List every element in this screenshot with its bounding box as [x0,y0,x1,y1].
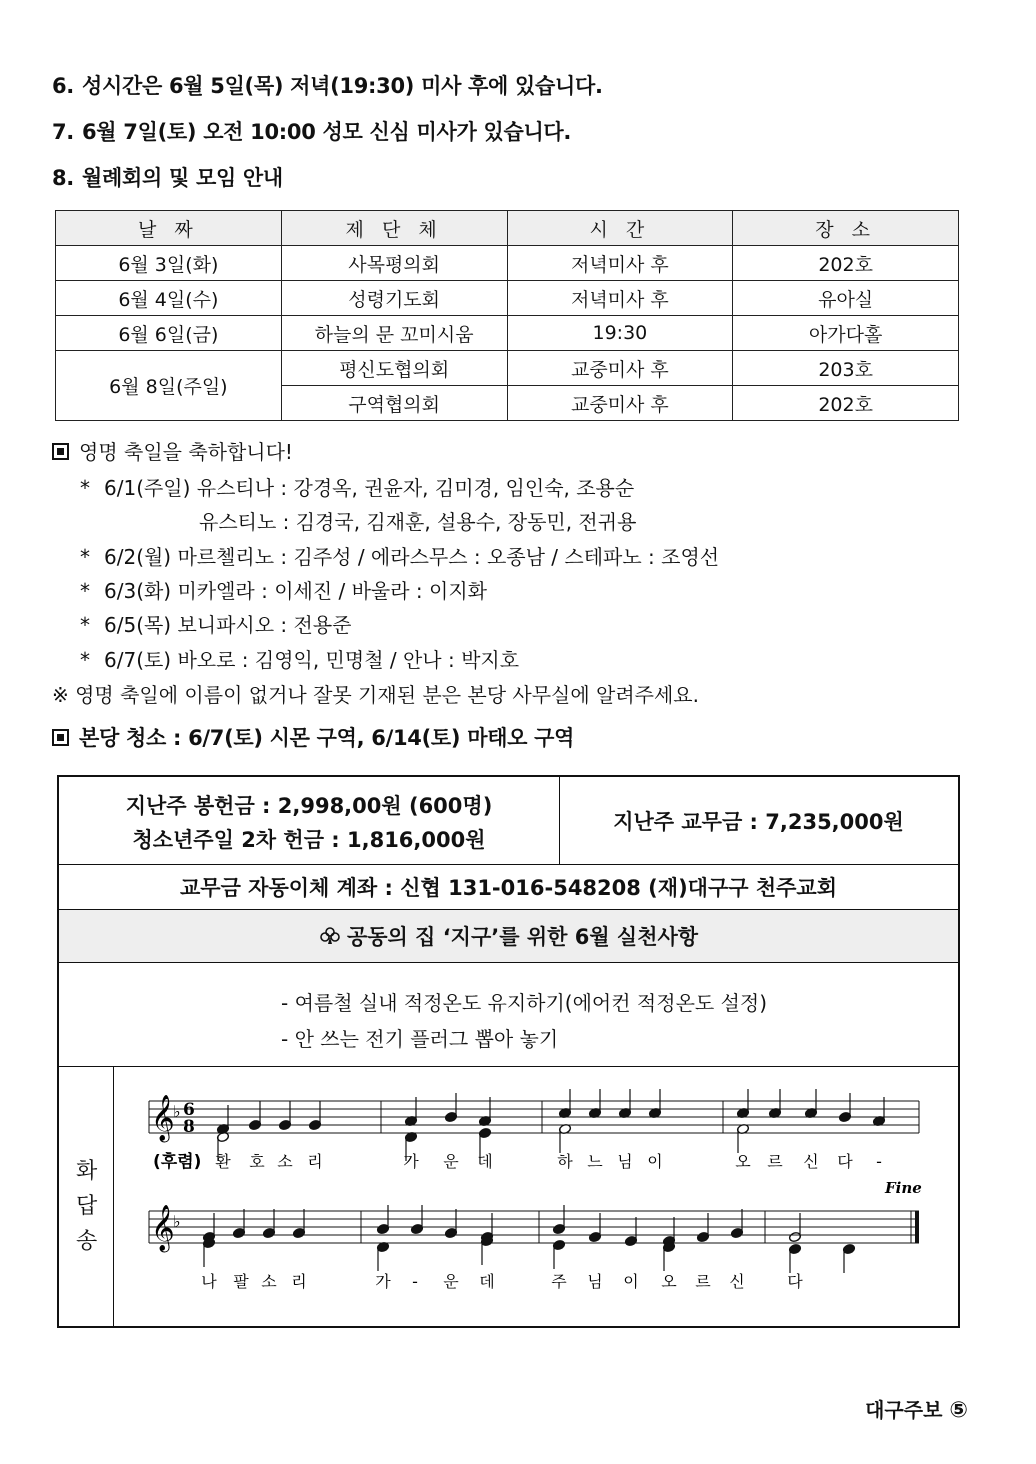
music-score [129,1071,959,1321]
staff-2 [149,1179,922,1253]
lyrics-line-1 [215,1152,882,1171]
note-alto [842,1243,855,1273]
account-info: 교무금 자동이체 계좌 : 신협 131-016-548208 (재)대구구 천주교회 [180,876,837,900]
note-soprano [768,1089,781,1119]
lyric-syllable: 신 [729,1272,745,1291]
feast-line: * 6/5(목) 보니파시오 : 전용준 [80,613,352,637]
lyric-syllable: 팔 [233,1272,249,1291]
lyric-syllable: 가 [403,1152,419,1171]
info-box [57,775,960,1328]
note-alto [662,1241,675,1271]
note-soprano [838,1093,851,1123]
square-bullet-icon [52,729,69,746]
note-soprano [444,1209,457,1239]
note-soprano [376,1205,389,1235]
date-cell: 6월 3일(화) [56,246,282,281]
practice-item: - 안 쓰는 전기 플러그 뽑아 놓기 [281,1027,559,1051]
table-row [56,316,959,351]
note-soprano [804,1089,817,1119]
time-cell: 저녁미사 후 [507,281,733,316]
lyric-syllable: 나 [201,1272,217,1291]
note-alto [788,1243,801,1273]
practice-title: 공동의 집 ‘지구’를 위한 6월 실천사항 [59,910,958,962]
practice-item: - 여름철 실내 적정온도 유지하기(에어컨 적정온도 설정) [281,991,768,1015]
offering-line: 지난주 봉헌금 : 2,998,00원 (600명) [125,794,493,818]
column-header: 날 짜 [56,211,282,246]
offering-line: 청소년주일 2차 헌금 : 1,816,000원 [132,828,486,852]
lyric-syllable: 님 [617,1152,633,1171]
date-cell: 6월 8일(주일) [56,351,282,421]
place-cell: 아가다홀 [733,316,959,351]
practice-title-row [59,910,958,963]
time-signature-bottom: 8 [183,1117,195,1137]
note-soprano [308,1101,321,1131]
time-cell: 교중미사 후 [507,386,733,421]
place-cell: 202호 [733,386,959,421]
note-soprano [248,1101,261,1131]
note-alto [552,1239,565,1269]
group-cell: 성령기도회 [281,281,507,316]
lyric-syllable: 신 [803,1152,819,1171]
lyric-syllable: 르 [767,1152,783,1171]
note-soprano [444,1093,457,1123]
lyric-syllable: 환 [215,1152,231,1171]
lyric-syllable: - [412,1272,418,1291]
note-soprano [278,1101,291,1131]
date-cell: 6월 4일(수) [56,281,282,316]
note-soprano [624,1217,637,1247]
notice-7: 7. 6월 7일(토) 오전 10:00 성모 신심 미사가 있습니다. [52,120,572,144]
date-cell: 6월 6일(금) [56,316,282,351]
feast-line: * 6/1(주일) 유스티나 : 강경옥, 권윤자, 김미경, 임인숙, 조용순 [80,476,635,500]
flat-icon: ♭ [173,1102,181,1121]
feast-note: ※ 영명 축일에 이름이 없거나 잘못 기재된 분은 본당 사무실에 알려주세요. [52,683,699,707]
note-alto [736,1123,749,1153]
lyric-syllable: 리 [291,1272,307,1291]
account-row [59,865,958,910]
footer: 대구주보 ⑤ [865,1398,968,1423]
table-row [56,246,959,281]
lyric-syllable: 님 [587,1272,603,1291]
note-soprano [552,1205,565,1235]
lyric-syllable: 운 [443,1152,459,1171]
practice-items-row [59,963,958,1067]
lyric-syllable: 소 [261,1272,277,1291]
table-row [56,351,959,386]
time-cell: 저녁미사 후 [507,246,733,281]
lyric-syllable: 르 [695,1272,711,1291]
treble-clef-icon: 𝄞 [151,1095,175,1141]
lyric-syllable: 주 [551,1272,567,1291]
feast-line: * 6/2(월) 마르첼리노 : 김주성 / 에라스무스 : 오종남 / 스테파노 : 조영선 [80,545,720,569]
note-soprano [730,1209,743,1239]
feast-line: * 6/7(토) 바오로 : 김영익, 민명철 / 안나 : 박지호 [80,648,520,672]
note-soprano [262,1209,275,1239]
lyric-syllable: 리 [307,1152,323,1171]
note-soprano [696,1213,709,1243]
lyrics-line-2 [201,1272,803,1291]
treble-clef-icon: 𝄞 [151,1205,175,1251]
feast-line: 유스티노 : 김경국, 김재훈, 설용수, 장동민, 전귀용 [199,510,637,534]
lyric-syllable: 데 [479,1272,495,1291]
column-header: 제 단 체 [281,211,507,246]
lyric-syllable: 하 [557,1152,573,1171]
note-alto [480,1235,493,1265]
notes-staff-2 [202,1205,855,1273]
notice-6: 6. 성시간은 6월 5일(목) 저녁(19:30) 미사 후에 있습니다. [52,74,603,98]
place-cell: 202호 [733,246,959,281]
offering-row [59,777,958,865]
diocese-tithe: 지난주 교무금 : 7,235,000원 [613,809,904,834]
note-soprano [588,1089,601,1119]
staff-1 [149,1095,919,1143]
column-header: 시 간 [507,211,733,246]
lyric-syllable: 이 [623,1272,639,1291]
lyric-syllable: 오 [661,1272,677,1291]
note-soprano [618,1089,631,1119]
note-alto [202,1237,215,1267]
feast-heading: 영명 축일을 축하합니다! [52,436,293,465]
time-cell: 교중미사 후 [507,351,733,386]
psalm-label: 화 답 송 [59,1067,114,1326]
lyric-syllable: 이 [647,1152,663,1171]
note-soprano [648,1089,661,1119]
refrain-label: (후렴) [153,1152,202,1172]
lyric-syllable: 오 [735,1152,751,1171]
note-soprano [558,1089,571,1119]
square-bullet-icon [52,443,69,460]
group-cell: 하늘의 문 꼬미시움 [281,316,507,351]
note-soprano [588,1213,601,1243]
lyric-syllable: - [876,1152,882,1171]
lyric-syllable: 느 [587,1152,603,1171]
cleaning-notice: 본당 청소 : 6/7(토) 시몬 구역, 6/14(토) 마태오 구역 [52,722,574,752]
fine-marking: Fine [885,1179,922,1197]
place-cell: 유아실 [733,281,959,316]
lyric-syllable: 운 [443,1272,459,1291]
note-soprano [788,1213,801,1243]
time-cell: 19:30 [507,316,733,351]
lyric-syllable: 소 [277,1152,293,1171]
table-header-row [56,211,959,246]
offering-summary [59,777,560,864]
group-cell: 사목평의회 [281,246,507,281]
lyric-syllable: 다 [837,1152,853,1171]
feast-line: * 6/3(화) 미카엘라 : 이세진 / 바울라 : 이지화 [80,579,487,603]
psalm-row [59,1067,958,1326]
flat-icon: ♭ [173,1212,181,1231]
group-cell: 구역협의회 [281,386,507,421]
lyric-syllable: 호 [249,1152,265,1171]
note-soprano [292,1209,305,1239]
column-header: 장 소 [733,211,959,246]
notice-8: 8. 월례회의 및 모임 안내 [52,166,283,190]
lyric-syllable: 다 [787,1272,803,1291]
time-signature-top: 6 [183,1100,195,1120]
group-cell: 평신도협의회 [281,351,507,386]
club-icon [319,926,341,946]
note-soprano [232,1209,245,1239]
note-alto [376,1241,389,1271]
note-soprano [736,1089,749,1119]
lyric-syllable: 데 [477,1152,493,1171]
table-row [56,281,959,316]
note-soprano [410,1205,423,1235]
note-alto [558,1123,571,1153]
lyric-syllable: 가 [375,1272,391,1291]
meeting-table [55,210,959,421]
place-cell: 203호 [733,351,959,386]
